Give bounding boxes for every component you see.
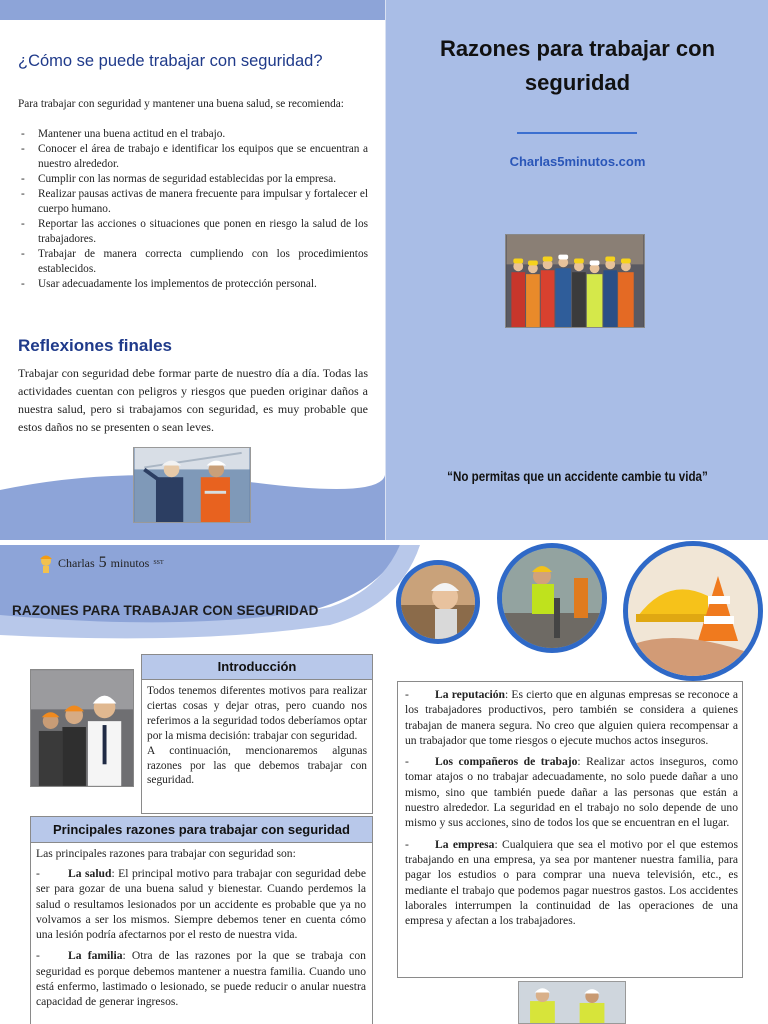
workers-vest-photo	[518, 981, 626, 1024]
reason-term: La empresa	[435, 837, 495, 851]
list-item: - Conocer el área de trabajo e identificar los equipos que se encuentran a nuestro alrededor.	[18, 142, 368, 172]
reason-text: : Cualquiera que sea el motivo por el que estemos trabajando en una empresa, ya sea por mantener nuestra familia, para pagar los estudios o para comprar una nueva televisión, etc., es mediante el trabajo que podemos pagar nuestros gastos. Los accidentes laborales interrumpen la continuidad de las operaciones de una empresa y afectan a los trabajadores.	[405, 837, 738, 928]
reasons-intro: Las principales razones para trabajar con seguridad son:	[36, 847, 296, 860]
list-item: - Usar adecuadamente los implementos de protección personal.	[18, 277, 368, 292]
inside-title: RAZONES PARA TRABAJAR CON SEGURIDAD	[12, 603, 319, 618]
reflections-text: Trabajar con seguridad debe formar parte de nuestro día a día. Todas las actividades cuentan con peligros y riesgos que pueden originar daños a nuestra salud, pero si trabajamos con seguridad, es muy probable que estos daños no se presenten o sean leves.	[18, 366, 368, 434]
list-item: - La salud: El principal motivo para trabajar con seguridad debe ser para gozar de una buena salud y bienestar. Cuando perdemos la salud o resultamos lesionados por un accidente es probable que ya no volvamos a ser los mismos. Siempre debemos tener en cuenta cómo una lesión podría afectarnos por el resto de nuestra vida.	[36, 867, 366, 942]
list-item: - La reputación: Es cierto que en algunas empresas se reconoce a los trabajadores productivos, pero también se considera a quienes trabajan de manera segura. No creo que alguien quiera recompensar a un trabajador que tome riesgos o ejecute muchos actos inseguros.	[405, 688, 738, 747]
reason-term: La reputación	[435, 688, 505, 701]
top-wave-decoration	[0, 0, 385, 20]
reasons-list-right	[405, 687, 738, 934]
circle-photo-worker	[396, 560, 480, 644]
section-heading-reflections: Reflexiones finales	[18, 336, 173, 355]
reason-term: La salud	[68, 867, 112, 880]
workers-group-photo	[30, 669, 134, 787]
worker-mascot-icon	[38, 553, 54, 573]
logo-superscript: SST	[153, 560, 164, 566]
reason-term: Los compañeros de trabajo	[435, 755, 578, 769]
brand-logo	[38, 553, 164, 573]
engineers-photo	[133, 447, 251, 523]
reasons-list-left	[36, 866, 366, 1016]
reason-text: : Es cierto que en algunas empresas se reconoce a los trabajadores productivos, pero también se considera a quienes trabajan de manera segura. No creo que alguien quiera recompensar a un trabajador que tome riesgos o ejecute muchos actos inseguros.	[405, 688, 738, 747]
title-divider	[517, 132, 637, 134]
list-item: - Trabajar de manera correcta cumpliendo con los procedimientos establecidos.	[18, 247, 368, 277]
circle-photo-helmet-cone	[623, 541, 763, 681]
list-item: - Cumplir con las normas de seguridad establecidas por la empresa.	[18, 172, 368, 187]
cover-title: Razones para trabajar con seguridad	[439, 36, 716, 95]
circle-photo-construction	[497, 543, 607, 653]
logo-text: Charlas	[58, 555, 95, 570]
reason-text: : Realizar actos inseguros, como tomar atajos o no trabajar adecuadamente, no solo puede dañar a uno mismo, sino que también puede dañar a las personas que están a nuestro alrededor. La seguridad en el trabajo no solo depende de uno mismo y sus acciones, sino de todos los que se encuentran en el lugar.	[405, 755, 738, 830]
list-item: - Realizar pausas activas de manera frecuente para impulsar y fortalecer el cuerpo humano.	[18, 187, 368, 217]
logo-text2: minutos	[110, 555, 150, 570]
how-intro-text: Para trabajar con seguridad y mantener una buena salud, se recomienda:	[18, 98, 344, 110]
introduction-text	[147, 684, 367, 788]
reason-term: La familia	[68, 949, 123, 963]
list-item: - La familia: Otra de las razones por la que se trabaja con seguridad es porque debemos mantener a nuestra familia. Cuando uno está enfermo, lastimado o lesionado, se puede reducir o anular nuestra capacidad de generar ingresos.	[36, 949, 366, 1009]
section-heading-how: ¿Cómo se puede trabajar con seguridad?	[18, 52, 323, 70]
list-item: - La empresa: Cualquiera que sea el motivo por el que estemos trabajando en una empresa, ya sea por mantener nuestra familia, para pagar los estudios o para comprar una nueva televisión, etc., es mediante el trabajo que podemos pagar nuestros gastos. Los accidentes laborales interrumpen la continuidad de las operaciones de una empresa y afectan a los trabajadores.	[405, 837, 738, 928]
safety-quote: “No permitas que un accidente cambie tu vida”	[447, 469, 708, 484]
website-link[interactable]: Charlas5minutos.com	[509, 154, 646, 169]
list-item: - Los compañeros de trabajo: Realizar actos inseguros, como tomar atajos o no trabajar adecuadamente, no solo puede dañar a uno mismo, sino que también puede dañar a las personas que están a nuestro alrededor. La seguridad en el trabajo no solo depende de uno mismo y sus acciones, sino de todos los que se encuentran en el lugar.	[405, 755, 738, 830]
introduction-heading: Introducción	[141, 654, 373, 680]
safety-tips-list	[18, 127, 368, 292]
reasons-heading: Principales razones para trabajar con seguridad	[30, 816, 373, 843]
reason-text: : El principal motivo para trabajar con seguridad debe ser para gozar de una buena salud y bienestar. Cuando perdemos la salud o resultamos lesionados por un accidente es probable que ya no volvamos a ser los mismos. Siempre debemos tener en cuenta cómo una lesión podría afectarnos por el resto de nuestra vida.	[36, 867, 366, 942]
workers-team-photo	[505, 234, 645, 328]
list-item: - Reportar las acciones o situaciones que ponen en riesgo la salud de los trabajadores.	[18, 217, 368, 247]
reason-text: : Otra de las razones por la que se trabaja con seguridad es porque debemos mantener a nuestra familia. Cuando uno está enfermo, lastimado o lesionado, se puede reducir o anular nuestra capacidad de generar ingresos.	[36, 949, 366, 1009]
introduction-paragraph: Todos tenemos diferentes motivos para realizar ciertas cosas y dejar otras, pero cuando nos referimos a la seguridad todos deberíamos optar por la misma decisión: trabajar con seguridad.	[147, 685, 367, 742]
logo-number: 5	[98, 554, 107, 571]
list-item: - Mantener una buena actitud en el trabajo.	[18, 127, 368, 142]
introduction-paragraph: A continuación, mencionaremos algunas razones por las que debemos trabajar con seguridad.	[147, 744, 367, 787]
